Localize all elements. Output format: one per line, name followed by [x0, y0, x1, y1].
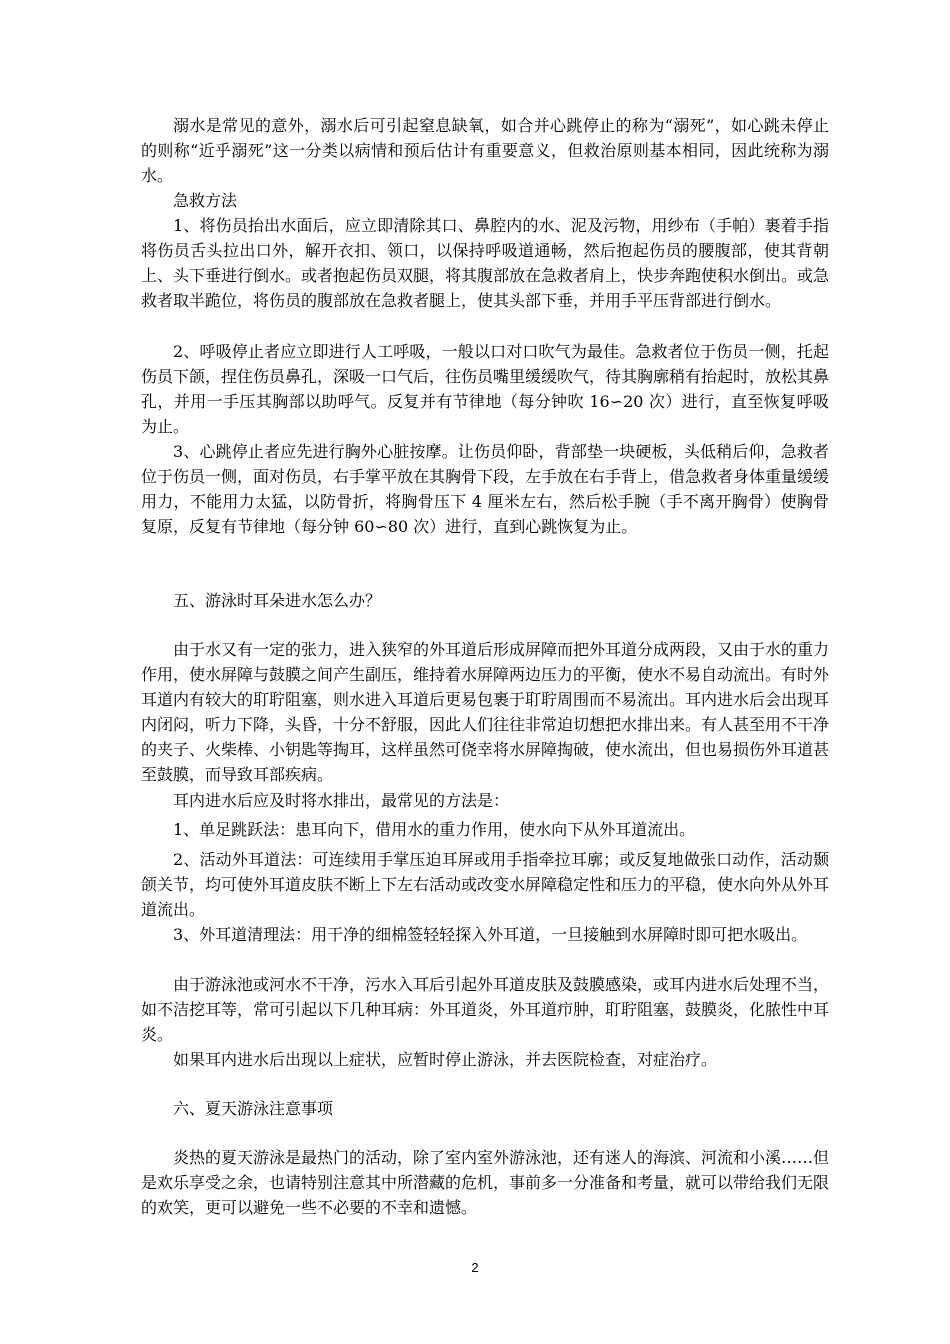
paragraph-ear-water-intro: 由于水又有一定的张力，进入狭窄的外耳道后形成屏障而把外耳道分成两段，又由于水的重力作用，使水屏障与鼓膜之间产生副压，维持着水屏障两边压力的平衡，使水不易自动流出。有时外耳道内有较大的耵聍阻塞，则水进入耳道后更易包裹于耵聍周围而不易流出。耳内进水后会出现耳内闭闷，听力下降，头昏，十分不舒服，因此人们往往非常迫切想把水排出来。有人甚至用不干净的夹子、火柴棒、小钥匙等掏耳，这样虽然可侥幸将水屏障掏破，使水流出，但也易损伤外耳道甚至鼓膜，而导致耳部疾病。	[141, 640, 830, 784]
paragraph-method-2: 2、活动外耳道法：可连续用手掌压迫耳屏或用手指牵拉耳廓；或反复地做张口动作，活动颞颌关节，均可使外耳道皮肤不断上下左右活动或改变水屏障稳定性和压力的平稳，使水向外从外耳道流出。	[141, 850, 830, 919]
paragraph-ear-water-methods-lead: 耳内进水后应及时将水排出，最常见的方法是：	[173, 791, 510, 810]
section-heading-five: 五、游泳时耳朵进水怎么办？	[173, 591, 382, 610]
paragraph-first-aid-heading: 急救方法	[173, 191, 238, 210]
paragraph-method-3: 3、外耳道清理法：用干净的细棉签轻轻探入外耳道，一旦接触到水屏障时即可把水吸出。	[173, 925, 808, 944]
paragraph-summer-swimming: 炎热的夏天游泳是最热门的活动，除了室内室外游泳池，还有迷人的海滨、河流和小溪……但是欢乐享受之余，也请特别注意其中所潜藏的危机，事前多一分准备和考量，就可以带给我们无限的欢笑，更可以避免一些不必要的不幸和遗憾。	[141, 1148, 830, 1217]
paragraph-method-1: 1、单足跳跃法：患耳向下，借用水的重力作用，使水向下从外耳道流出。	[173, 820, 696, 839]
paragraph-first-aid-step-3: 3、心跳停止者应先进行胸外心脏按摩。让伤员仰卧，背部垫一块硬板，头低稍后仰，急救者位于伤员一侧，面对伤员，右手掌平放在其胸骨下段，左手放在右手背上，借急救者身体重量缓缓用力，不能用力太猛，以防骨折，将胸骨压下 4 厘米左右，然后松手腕（手不离开胸骨）使胸骨复原，反复有节律地（每分钟 60∽80 次）进行，直到心跳恢复为止。	[141, 442, 830, 536]
paragraph-first-aid-step-2: 2、呼吸停止者应立即进行人工呼吸，一般以口对口吹气为最佳。急救者位于伤员一侧，托起伤员下颌，捏住伤员鼻孔，深吸一口气后，往伤员嘴里缓缓吹气，待其胸廓稍有抬起时，放松其鼻孔，并用一手压其胸部以助呼气。反复并有节律地（每分钟吹 16∽20 次）进行，直至恢复呼吸为止。	[141, 342, 830, 436]
page-number: 2	[471, 1260, 479, 1275]
paragraph-ear-advice: 如果耳内进水后出现以上症状，应暂时停止游泳，并去医院检查，对症治疗。	[173, 1050, 718, 1069]
paragraph-ear-diseases: 由于游泳池或河水不干净，污水入耳后引起外耳道皮肤及鼓膜感染，或耳内进水后处理不当，如不洁挖耳等，常可引起以下几种耳病：外耳道炎，外耳道疖肿，耵聍阻塞，鼓膜炎，化脓性中耳炎。	[141, 975, 830, 1044]
section-heading-six: 六、夏天游泳注意事项	[173, 1099, 334, 1118]
paragraph-drowning-intro: 溺水是常见的意外，溺水后可引起窒息缺氧，如合并心跳停止的称为“溺死”，如心跳未停止的则称“近乎溺死”这一分类以病情和预后估计有重要意义，但救治原则基本相同，因此统称为溺水。	[141, 116, 829, 185]
paragraph-first-aid-step-1: 1、将伤员抬出水面后，应立即清除其口、鼻腔内的水、泥及污物，用纱布（手帕）裹着手指将伤员舌头拉出口外，解开衣扣、领口，以保持呼吸道通畅，然后抱起伤员的腰腹部，使其背朝上、头下垂进行倒水。或者抱起伤员双腿，将其腹部放在急救者肩上，快步奔跑使积水倒出。或急救者取半跪位，将伤员的腹部放在急救者腿上，使其头部下垂，并用手平压背部进行倒水。	[141, 216, 830, 310]
